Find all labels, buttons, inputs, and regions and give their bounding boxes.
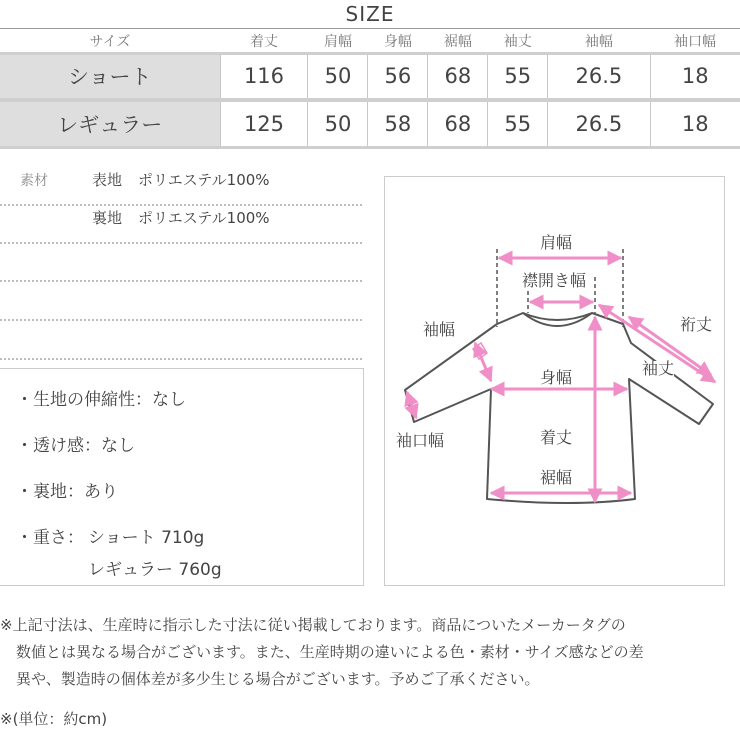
material-label: 素材 bbox=[20, 173, 48, 189]
table-row bbox=[0, 53, 740, 100]
cell-sleeve-length: 55 bbox=[488, 53, 548, 100]
cell-sleeve-width: 26.5 bbox=[548, 100, 650, 147]
label-sleeve-width: 袖幅 bbox=[423, 320, 456, 339]
material-value: ポリエステル100% bbox=[138, 209, 270, 227]
cell-sleeve-width: 26.5 bbox=[548, 53, 650, 100]
cell-hem-width: 68 bbox=[428, 53, 488, 100]
size-title: SIZE bbox=[345, 2, 395, 26]
material-row-lining bbox=[0, 206, 362, 244]
cell-body-width: 58 bbox=[368, 100, 428, 147]
weight-regular: レギュラー 760g bbox=[88, 560, 222, 580]
disclaimer-note bbox=[0, 612, 740, 693]
material-part: 裏地 bbox=[92, 209, 123, 227]
label-cuff-width: 袖口幅 bbox=[396, 431, 445, 450]
size-table-header bbox=[0, 31, 740, 53]
cell-length: 125 bbox=[220, 100, 308, 147]
header-cuff-width: 袖口幅 bbox=[674, 34, 716, 51]
cell-shoulder: 50 bbox=[308, 100, 368, 147]
size-table bbox=[0, 31, 740, 149]
material-row-empty bbox=[0, 283, 362, 321]
cell-length: 116 bbox=[220, 53, 308, 100]
material-row-outer bbox=[0, 168, 362, 206]
header-sleeve-width: 袖幅 bbox=[584, 34, 613, 51]
cell-cuff-width: 18 bbox=[650, 100, 740, 147]
label-neck-width: 襟開き幅 bbox=[522, 271, 587, 290]
label-sleeve-length: 袖丈 bbox=[642, 359, 675, 378]
title-divider bbox=[0, 28, 740, 29]
cell-shoulder: 50 bbox=[308, 53, 368, 100]
label-hem: 裾幅 bbox=[540, 468, 573, 487]
header-length: 着丈 bbox=[249, 34, 278, 51]
label-raglan: 裄丈 bbox=[680, 315, 713, 334]
cell-sleeve-length: 55 bbox=[488, 100, 548, 147]
material-row-empty bbox=[0, 322, 362, 360]
material-value: ポリエステル100% bbox=[138, 171, 270, 189]
material-part: 表地 bbox=[92, 171, 123, 189]
property-lining: ・裏地：あり bbox=[16, 482, 118, 502]
property-stretch: ・生地の伸縮性：なし bbox=[16, 390, 186, 410]
header-shoulder: 肩幅 bbox=[323, 34, 352, 51]
header-hem-width: 裾幅 bbox=[443, 34, 472, 51]
unit-note: ※(単位：約cm) bbox=[0, 710, 108, 728]
header-sleeve-length: 袖丈 bbox=[503, 34, 532, 51]
row-name: ショート bbox=[0, 53, 220, 100]
properties-box bbox=[0, 368, 364, 586]
header-body-width: 身幅 bbox=[383, 34, 412, 51]
note-line: 異や、製造時の個体差が多少生じる場合がございます。予めご了承ください。 bbox=[16, 670, 540, 688]
property-weight-label: ・重さ： bbox=[16, 528, 84, 548]
note-line: 数値とは異なる場合がございます。また、生産時期の違いによる色・素材・サイズ感などの差 bbox=[16, 643, 644, 661]
cell-hem-width: 68 bbox=[428, 100, 488, 147]
measurement-diagram bbox=[384, 176, 725, 586]
header-size: サイズ bbox=[89, 34, 131, 51]
table-row bbox=[0, 100, 740, 147]
note-line: ※上記寸法は、生産時に指示した寸法に従い掲載しております。商品についたメーカータグの bbox=[0, 616, 626, 634]
label-body-width: 身幅 bbox=[540, 368, 573, 387]
material-row-empty bbox=[0, 244, 362, 282]
label-length: 着丈 bbox=[540, 428, 573, 447]
label-shoulder: 肩幅 bbox=[540, 233, 573, 252]
cell-body-width: 56 bbox=[368, 53, 428, 100]
property-sheerness: ・透け感：なし bbox=[16, 436, 135, 456]
row-name: レギュラー bbox=[0, 100, 220, 147]
cell-cuff-width: 18 bbox=[650, 53, 740, 100]
weight-short: ショート 710g bbox=[88, 528, 205, 548]
